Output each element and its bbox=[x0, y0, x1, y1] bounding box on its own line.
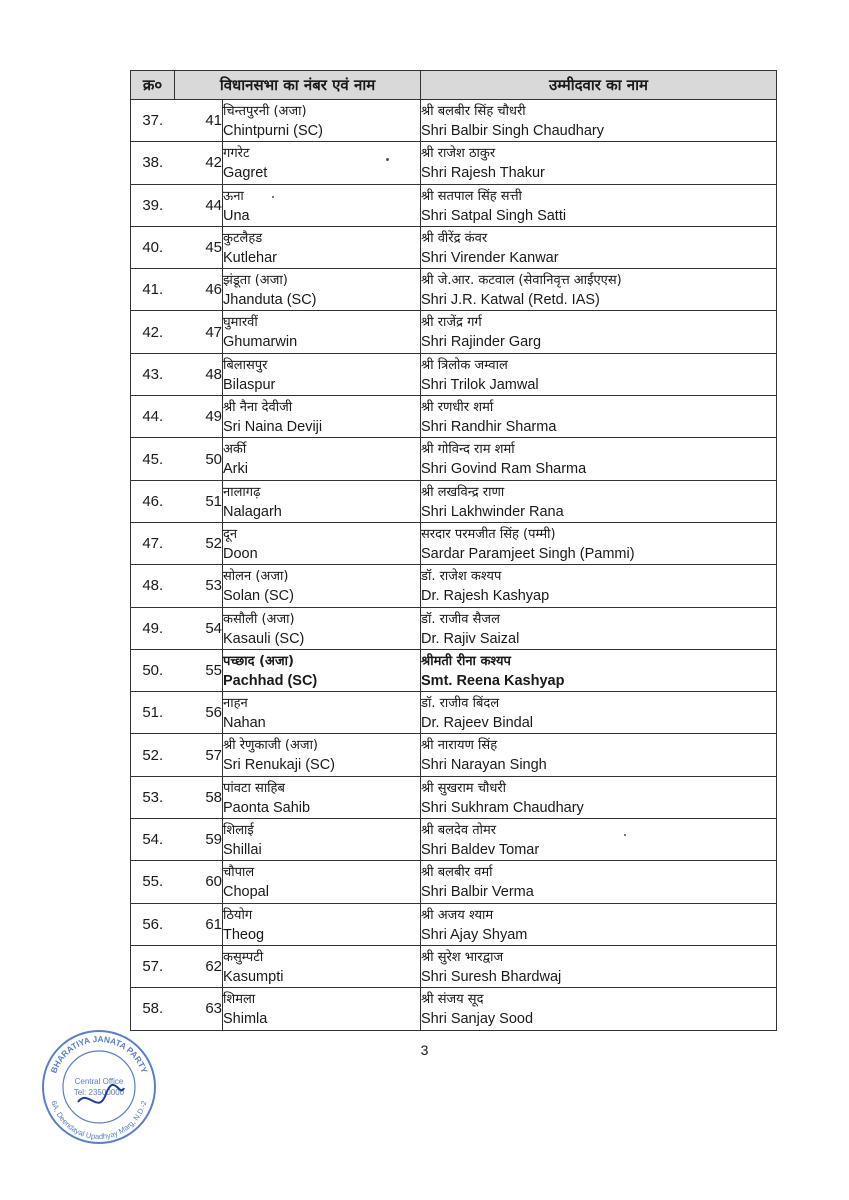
constituency-name-hindi: नालागढ़ bbox=[223, 484, 261, 500]
candidate-name-english: Shri Balbir Singh Chaudhary bbox=[421, 123, 604, 139]
constituency-name-hindi: दून bbox=[223, 526, 238, 542]
candidate-cell bbox=[421, 861, 777, 903]
constituency-cell bbox=[223, 565, 421, 607]
constituency-name-hindi: बिलासपुर bbox=[223, 357, 268, 373]
party-office-stamp bbox=[40, 1028, 158, 1146]
table-row bbox=[131, 565, 777, 607]
table-row bbox=[131, 142, 777, 184]
constituency-number: 57 bbox=[175, 734, 223, 776]
constituency-name-hindi: झंडूता (अजा) bbox=[223, 273, 288, 289]
candidate-name-english: Shri Randhir Sharma bbox=[421, 419, 557, 436]
candidate-name-hindi: सरदार परमजीत सिंह (पम्मी) bbox=[421, 526, 556, 542]
candidate-name-english: Sardar Paramjeet Singh (Pammi) bbox=[421, 545, 635, 562]
stamp-top-text: BHARATIYA JANATA PARTY bbox=[48, 1033, 150, 1075]
constituency-cell bbox=[223, 100, 421, 142]
constituency-cell bbox=[223, 226, 421, 268]
candidate-name-hindi: श्री सुरेश भारद्वाज bbox=[421, 949, 504, 965]
table-row bbox=[131, 607, 777, 649]
constituency-cell bbox=[223, 438, 421, 480]
table-header-row bbox=[131, 71, 777, 100]
constituency-name-english: Arki bbox=[223, 461, 248, 478]
stamp-tel-text: Tel: 23500000 bbox=[73, 1088, 125, 1097]
scan-speck bbox=[624, 834, 626, 836]
constituency-number: 55 bbox=[175, 649, 223, 691]
candidate-cell bbox=[421, 565, 777, 607]
candidate-name-hindi: श्री अजय श्याम bbox=[421, 907, 494, 923]
table-row bbox=[131, 776, 777, 818]
constituency-name-hindi: पांवटा साहिब bbox=[223, 780, 285, 796]
constituency-cell bbox=[223, 353, 421, 395]
candidate-name-hindi: श्रीमती रीना कश्यप bbox=[421, 653, 511, 669]
candidate-name-english: Shri Sukhram Chaudhary bbox=[421, 799, 584, 816]
constituency-number: 53 bbox=[175, 565, 223, 607]
serial-number: 41. bbox=[131, 269, 175, 311]
candidate-name-hindi: डॉ. राजीव सैजल bbox=[421, 611, 500, 627]
constituency-number: 51 bbox=[175, 480, 223, 522]
candidate-name-english: Dr. Rajeev Bindal bbox=[421, 715, 534, 732]
serial-number: 42. bbox=[131, 311, 175, 353]
constituency-name-english: Kasauli (SC) bbox=[223, 630, 305, 647]
constituency-name-hindi: ऊना bbox=[223, 188, 244, 204]
constituency-name-english: Solan (SC) bbox=[223, 588, 294, 605]
table-row bbox=[131, 819, 777, 861]
candidate-name-hindi: श्री सुखराम चौधरी bbox=[421, 780, 507, 796]
constituency-number: 52 bbox=[175, 522, 223, 564]
candidate-name-hindi: श्री वीरेंद्र कंवर bbox=[421, 230, 488, 246]
header-sno: क्र० bbox=[131, 71, 175, 100]
candidate-name-hindi: श्री बलबीर सिंह चौधरी bbox=[421, 104, 526, 119]
candidate-name-hindi: श्री संजय सूद bbox=[421, 992, 484, 1008]
constituency-number: 58 bbox=[175, 776, 223, 818]
constituency-name-english: Doon bbox=[223, 545, 258, 562]
candidate-name-english: Shri Ajay Shyam bbox=[421, 926, 528, 943]
candidate-name-hindi: श्री बलदेव तोमर bbox=[421, 823, 497, 839]
candidate-name-hindi: डॉ. राजेश कश्यप bbox=[421, 569, 502, 585]
stamp-outer-ring bbox=[43, 1031, 155, 1143]
serial-number: 43. bbox=[131, 353, 175, 395]
serial-number: 46. bbox=[131, 480, 175, 522]
candidate-name-english: Shri Rajesh Thakur bbox=[421, 165, 545, 182]
candidate-name-hindi: श्री लखविन्द्र राणा bbox=[421, 484, 505, 500]
candidate-cell bbox=[421, 396, 777, 438]
constituency-name-english: Kasumpti bbox=[223, 968, 284, 985]
candidate-name-english: Shri Govind Ram Sharma bbox=[421, 461, 587, 478]
constituency-cell bbox=[223, 142, 421, 184]
constituency-number: 63 bbox=[175, 988, 223, 1030]
constituency-number: 42 bbox=[175, 142, 223, 184]
candidate-name-hindi: डॉ. राजीव बिंदल bbox=[421, 696, 500, 712]
constituency-name-english: Pachhad (SC) bbox=[223, 672, 318, 689]
constituency-name-hindi: शिलाई bbox=[223, 823, 254, 839]
candidate-name-english: Smt. Reena Kashyap bbox=[421, 672, 565, 689]
constituency-cell bbox=[223, 522, 421, 564]
constituency-name-hindi: घुमारवीं bbox=[223, 315, 258, 331]
serial-number: 49. bbox=[131, 607, 175, 649]
constituency-name-english: Paonta Sahib bbox=[223, 799, 311, 816]
constituency-name-hindi: कसौली (अजा) bbox=[223, 611, 295, 627]
candidate-cell bbox=[421, 649, 777, 691]
constituency-name-english: Chopal bbox=[223, 884, 269, 901]
candidate-cell bbox=[421, 269, 777, 311]
constituency-number: 60 bbox=[175, 861, 223, 903]
candidate-name-english: Dr. Rajiv Saizal bbox=[421, 630, 520, 647]
constituency-name-english: Shillai bbox=[223, 842, 262, 859]
candidate-name-hindi: श्री सतपाल सिंह सत्ती bbox=[421, 188, 522, 204]
serial-number: 58. bbox=[131, 988, 175, 1030]
constituency-name-english: Kutlehar bbox=[223, 249, 278, 266]
constituency-name-hindi: सोलन (अजा) bbox=[223, 569, 289, 585]
candidate-name-english: Shri Balbir Verma bbox=[421, 884, 534, 901]
candidate-cell bbox=[421, 142, 777, 184]
constituency-name-hindi: ठियोग bbox=[223, 907, 253, 923]
constituency-cell bbox=[223, 945, 421, 987]
serial-number: 55. bbox=[131, 861, 175, 903]
serial-number: 54. bbox=[131, 819, 175, 861]
constituency-name-english: Jhanduta (SC) bbox=[223, 292, 317, 309]
constituency-cell bbox=[223, 776, 421, 818]
constituency-number: 48 bbox=[175, 353, 223, 395]
constituency-number: 59 bbox=[175, 819, 223, 861]
table-row bbox=[131, 184, 777, 226]
candidate-cell bbox=[421, 776, 777, 818]
candidate-cell bbox=[421, 522, 777, 564]
candidate-cell bbox=[421, 311, 777, 353]
constituency-number: 44 bbox=[175, 184, 223, 226]
candidate-cell bbox=[421, 819, 777, 861]
table-row bbox=[131, 311, 777, 353]
serial-number: 48. bbox=[131, 565, 175, 607]
table-row bbox=[131, 861, 777, 903]
constituency-name-hindi: श्री रेणुकाजी (अजा) bbox=[223, 738, 319, 754]
constituency-number: 47 bbox=[175, 311, 223, 353]
constituency-cell bbox=[223, 269, 421, 311]
constituency-name-hindi: कसुम्पटी bbox=[223, 949, 264, 965]
candidate-cell bbox=[421, 903, 777, 945]
serial-number: 57. bbox=[131, 945, 175, 987]
constituency-name-hindi: चिन्तपुरनी (अजा) bbox=[223, 104, 307, 119]
constituency-name-hindi: कुटलैहड bbox=[223, 230, 263, 246]
table-row bbox=[131, 480, 777, 522]
candidate-cell bbox=[421, 607, 777, 649]
serial-number: 53. bbox=[131, 776, 175, 818]
table-row bbox=[131, 945, 777, 987]
candidate-name-hindi: श्री राजेश ठाकुर bbox=[421, 146, 496, 162]
candidate-name-hindi: श्री जे.आर. कटवाल (सेवानिवृत्त आईएएस) bbox=[421, 273, 622, 289]
scan-speck bbox=[386, 158, 389, 161]
serial-number: 50. bbox=[131, 649, 175, 691]
constituency-cell bbox=[223, 861, 421, 903]
constituency-cell bbox=[223, 607, 421, 649]
candidate-cell bbox=[421, 480, 777, 522]
constituency-name-english: Nalagarh bbox=[223, 503, 282, 520]
table-row bbox=[131, 649, 777, 691]
constituency-number: 49 bbox=[175, 396, 223, 438]
constituency-cell bbox=[223, 184, 421, 226]
constituency-name-english: Nahan bbox=[223, 715, 266, 732]
candidate-name-english: Shri Lakhwinder Rana bbox=[421, 503, 564, 520]
constituency-name-english: Sri Naina Deviji bbox=[223, 419, 323, 436]
table-row bbox=[131, 522, 777, 564]
constituency-cell bbox=[223, 480, 421, 522]
table-row bbox=[131, 438, 777, 480]
constituency-name-english: Shimla bbox=[223, 1011, 268, 1028]
serial-number: 45. bbox=[131, 438, 175, 480]
constituency-cell bbox=[223, 734, 421, 776]
table-row bbox=[131, 269, 777, 311]
constituency-name-english: Una bbox=[223, 207, 250, 224]
table-row bbox=[131, 903, 777, 945]
candidate-cell bbox=[421, 226, 777, 268]
serial-number: 51. bbox=[131, 692, 175, 734]
constituency-cell bbox=[223, 692, 421, 734]
constituency-cell bbox=[223, 903, 421, 945]
candidate-name-english: Shri Sanjay Sood bbox=[421, 1011, 534, 1028]
serial-number: 40. bbox=[131, 226, 175, 268]
constituency-name-hindi: गगरेट bbox=[223, 146, 250, 162]
constituency-cell bbox=[223, 311, 421, 353]
constituency-name-hindi: पच्छाद (अजा) bbox=[223, 653, 294, 669]
constituency-number: 56 bbox=[175, 692, 223, 734]
constituency-name-english: Gagret bbox=[223, 165, 268, 182]
candidate-name-english: Dr. Rajesh Kashyap bbox=[421, 588, 550, 605]
stamp-inner-ring bbox=[63, 1051, 135, 1123]
candidate-name-hindi: श्री नारायण सिंह bbox=[421, 738, 498, 754]
constituency-number: 50 bbox=[175, 438, 223, 480]
serial-number: 47. bbox=[131, 522, 175, 564]
constituency-name-english: Sri Renukaji (SC) bbox=[223, 757, 335, 774]
candidate-name-english: Shri Narayan Singh bbox=[421, 757, 547, 774]
candidate-name-english: Shri Rajinder Garg bbox=[421, 334, 542, 351]
candidate-cell bbox=[421, 100, 777, 142]
candidate-cell bbox=[421, 438, 777, 480]
candidate-cell bbox=[421, 692, 777, 734]
candidate-cell bbox=[421, 353, 777, 395]
serial-number: 39. bbox=[131, 184, 175, 226]
serial-number: 44. bbox=[131, 396, 175, 438]
constituency-cell bbox=[223, 396, 421, 438]
header-candidate: उम्मीदवार का नाम bbox=[421, 71, 777, 100]
candidate-name-english: Shri Suresh Bhardwaj bbox=[421, 968, 562, 985]
candidate-cell bbox=[421, 945, 777, 987]
candidate-name-english: Shri Virender Kanwar bbox=[421, 249, 559, 266]
constituency-name-english: Bilaspur bbox=[223, 376, 276, 393]
candidate-name-english: Shri Baldev Tomar bbox=[421, 842, 540, 859]
constituency-name-hindi: नाहन bbox=[223, 696, 248, 712]
constituency-name-english: Chintpurni (SC) bbox=[223, 123, 323, 139]
table-row bbox=[131, 226, 777, 268]
stamp-bottom-text: 6A, Deendayal Upadhyay Marg, N.D.-2 bbox=[49, 1099, 149, 1142]
candidate-table bbox=[130, 70, 777, 1031]
scan-speck bbox=[272, 196, 274, 198]
candidate-name-english: Shri Trilok Jamwal bbox=[421, 376, 539, 393]
constituency-number: 41 bbox=[175, 100, 223, 142]
constituency-cell bbox=[223, 649, 421, 691]
constituency-cell bbox=[223, 819, 421, 861]
table-row bbox=[131, 734, 777, 776]
constituency-number: 62 bbox=[175, 945, 223, 987]
candidate-name-hindi: श्री राजेंद्र गर्ग bbox=[421, 315, 482, 331]
candidate-name-english: Shri Satpal Singh Satti bbox=[421, 207, 567, 224]
table-row bbox=[131, 353, 777, 395]
header-constituency: विधानसभा का नंबर एवं नाम bbox=[175, 71, 421, 100]
table-row bbox=[131, 692, 777, 734]
constituency-name-english: Ghumarwin bbox=[223, 334, 298, 351]
serial-number: 52. bbox=[131, 734, 175, 776]
constituency-name-english: Theog bbox=[223, 926, 265, 943]
candidate-cell bbox=[421, 988, 777, 1030]
constituency-name-hindi: अर्की bbox=[223, 442, 247, 458]
page-number: 3 bbox=[420, 1042, 429, 1058]
serial-number: 56. bbox=[131, 903, 175, 945]
candidate-name-hindi: श्री त्रिलोक जम्वाल bbox=[421, 357, 508, 373]
candidate-name-hindi: श्री गोविन्द राम शर्मा bbox=[421, 442, 515, 458]
constituency-number: 45 bbox=[175, 226, 223, 268]
serial-number: 37. bbox=[131, 100, 175, 142]
table-row bbox=[131, 396, 777, 438]
serial-number: 38. bbox=[131, 142, 175, 184]
stamp-center-text: Central Office bbox=[74, 1077, 124, 1086]
constituency-number: 46 bbox=[175, 269, 223, 311]
table-row bbox=[131, 100, 777, 142]
constituency-number: 61 bbox=[175, 903, 223, 945]
candidate-cell bbox=[421, 184, 777, 226]
table-row bbox=[131, 988, 777, 1030]
constituency-number: 54 bbox=[175, 607, 223, 649]
constituency-name-hindi: चौपाल bbox=[223, 865, 255, 881]
constituency-cell bbox=[223, 988, 421, 1030]
candidate-name-hindi: श्री बलबीर वर्मा bbox=[421, 865, 493, 881]
candidate-name-english: Shri J.R. Katwal (Retd. IAS) bbox=[421, 292, 600, 309]
constituency-name-hindi: शिमला bbox=[223, 992, 256, 1008]
constituency-name-hindi: श्री नैना देवीजी bbox=[223, 400, 293, 416]
candidate-cell bbox=[421, 734, 777, 776]
candidate-name-hindi: श्री रणधीर शर्मा bbox=[421, 400, 494, 416]
